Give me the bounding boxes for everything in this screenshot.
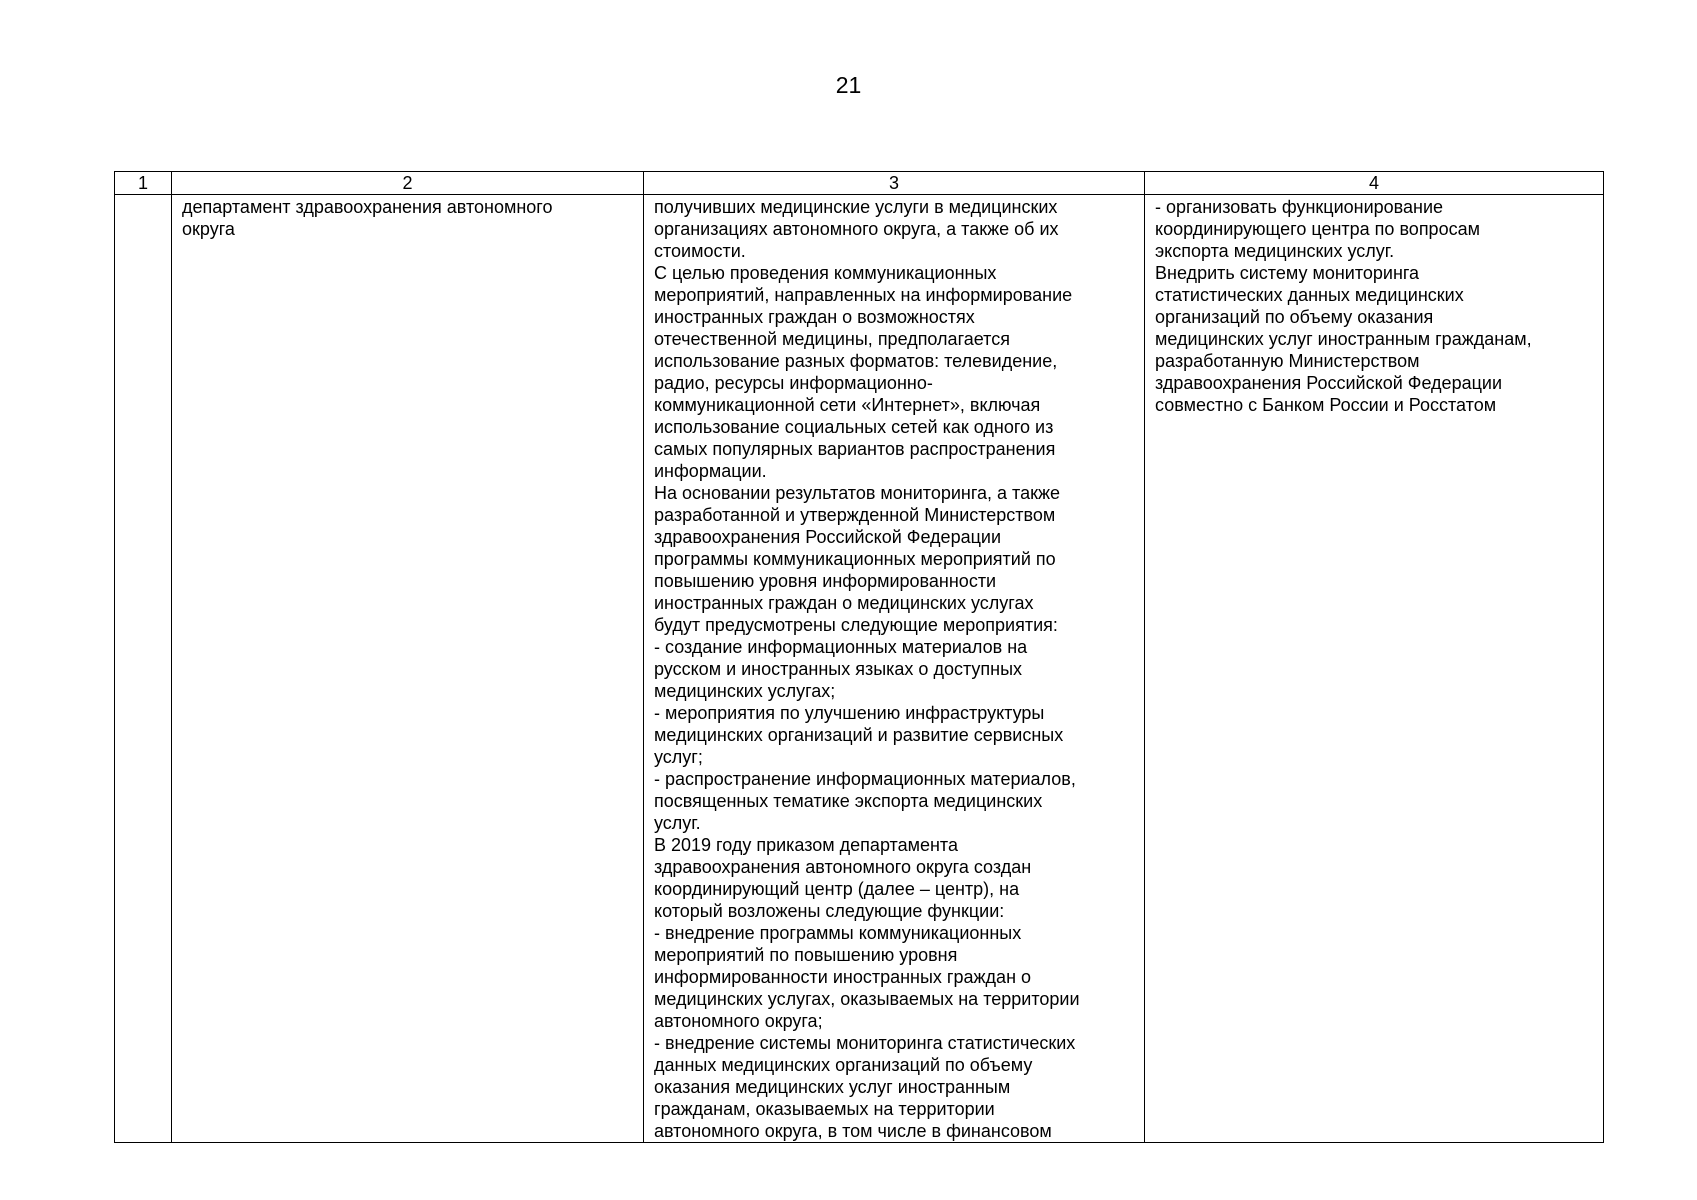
cell-measures-text: - организовать функционирование координирующего центра по вопросам экспорта медицинских услуг. Внедрить систему мониторинга статистических данных медицинских организаций по объему оказания медицинских услуг иностранным гражданам, разработанную Министерством здравоохранения Российской Федерации совместно с Банком России и Росстатом [1155,197,1532,415]
column-header-2: 2 [172,172,644,195]
cell-measures [1145,195,1604,1143]
cell-number [115,195,172,1143]
document-table [114,171,1604,1143]
column-header-1: 1 [115,172,172,195]
table-header-row [115,172,1604,195]
cell-description-text: получивших медицинские услуги в медицинских организациях автономного округа, а также об их стоимости. С целью проведения коммуникационных мероприятий, направленных на информирование иностранных граждан о возможностях отечественной медицины, предполагается использование разных форматов: телевидение, радио, ресурсы информационно- коммуникационной сети «Интернет», включая использование социальных сетей как одного из самых популярных вариантов распространения информации. На основании результатов мониторинга, а также разработанной и утвержденной Министерством здравоохранения Российской Федерации программы коммуникационных мероприятий по повышению уровня информированности иностранных граждан о медицинских услугах будут предусмотрены следующие мероприятия: - создание информационных материалов на русском и иностранных языках о доступных медицинских услугах; - мероприятия по улучшению инфраструктуры медицинских организаций и развитие сервисных услуг; - распространение информационных материалов, посвященных тематике экспорта медицинских услуг. В 2019 году приказом департамента здравоохранения автономного округа создан координирующий центр (далее – центр), на который возложены следующие функции: - внедрение программы коммуникационных мероприятий по повышению уровня информированности иностранных граждан о медицинских услугах, оказываемых на территории автономного округа; - внедрение системы мониторинга статистических данных медицинских организаций по объему оказания медицинских услуг иностранным гражданам, оказываемых на территории автономного округа, в том числе в финансовом [654,197,1080,1141]
column-header-3: 3 [644,172,1145,195]
column-header-4: 4 [1145,172,1604,195]
cell-description [644,195,1145,1143]
page-number: 21 [835,72,862,98]
table-row [115,195,1604,1143]
cell-responsible-text: департамент здравоохранения автономного округа [182,197,553,239]
cell-responsible [172,195,644,1143]
